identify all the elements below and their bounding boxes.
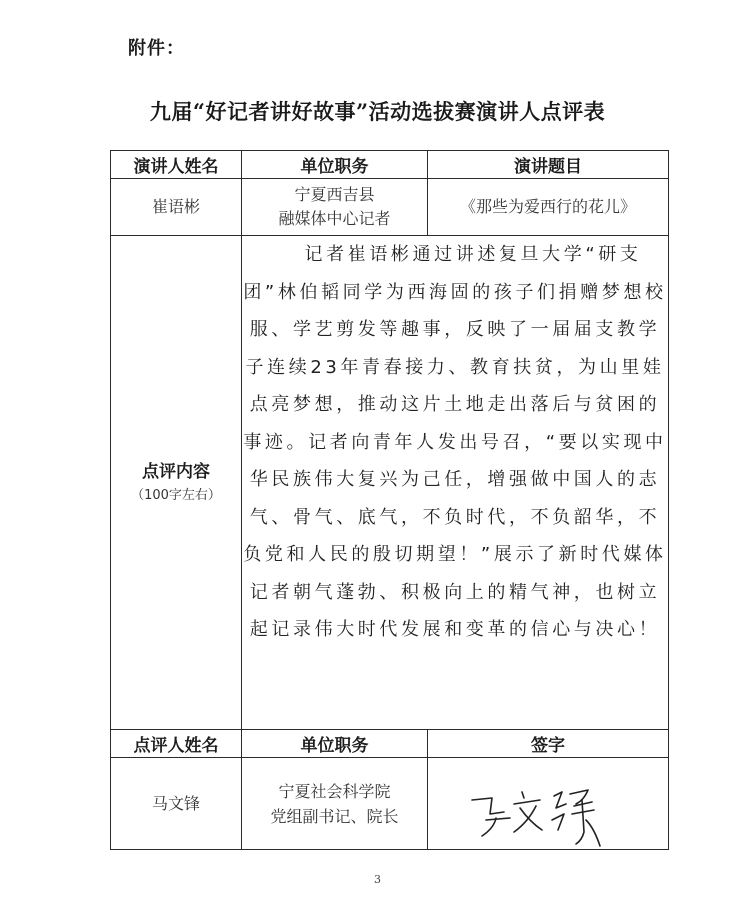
attachment-label: 附件： (128, 38, 185, 59)
speaker-name-header: 演讲人姓名 (111, 151, 242, 179)
unit-position-header: 单位职务 (242, 151, 428, 179)
reviewer-unit-header: 单位职务 (242, 730, 428, 758)
review-hint: （100字左右） (131, 487, 221, 503)
reviewer-unit-line1: 宁夏社会科学院 (278, 781, 391, 801)
review-form-table (110, 150, 669, 850)
speaker-header-row (111, 151, 669, 179)
review-row (111, 236, 669, 730)
speaker-unit-line2: 融媒体中心记者 (278, 209, 391, 228)
handwritten-signature (458, 770, 618, 850)
reviewer-info-row (111, 758, 669, 850)
speaker-name: 崔语彬 (111, 179, 242, 236)
reviewer-name: 马文锋 (111, 758, 242, 850)
review-label: 点评内容 (142, 461, 210, 482)
signature-header: 签字 (428, 730, 669, 758)
reviewer-header-row (111, 730, 669, 758)
reviewer-name-header: 点评人姓名 (111, 730, 242, 758)
reviewer-unit (242, 758, 428, 850)
speaker-unit (242, 179, 428, 236)
signature-cell (428, 758, 669, 850)
speaker-info-row (111, 179, 669, 236)
review-label-cell (111, 236, 242, 730)
form-title: 九届“好记者讲好故事”活动选拔赛演讲人点评表 (149, 99, 606, 124)
speech-topic: 《那些为爱西行的花儿》 (428, 179, 669, 236)
reviewer-unit-line2: 党组副书记、院长 (270, 806, 399, 826)
page-number: 3 (374, 873, 381, 886)
speaker-unit-line1: 宁夏西吉县 (294, 185, 375, 204)
review-text: 记者崔语彬通过讲述复旦大学“研支团”林伯韬同学为西海固的孩子们捐赠梦想校服、学艺剪发等趣事，反映了一届届支教学子连续23年青春接力、教育扶贫，为山里娃点亮梦想，推动这片土地走出落后与贫困的事迹。记者向青年人发出号召，“要以实现中华民族伟大复兴为己任，增强做中国人的志气、骨气、底气，不负时代，不负韶华，不负党和人民的殷切期望！”展示了新时代媒体记者朝气蓬勃、积极向上的精气神，也树立起记录伟大时代发展和变革的信心与决心！ (242, 236, 669, 730)
speech-topic-header: 演讲题目 (428, 151, 669, 179)
